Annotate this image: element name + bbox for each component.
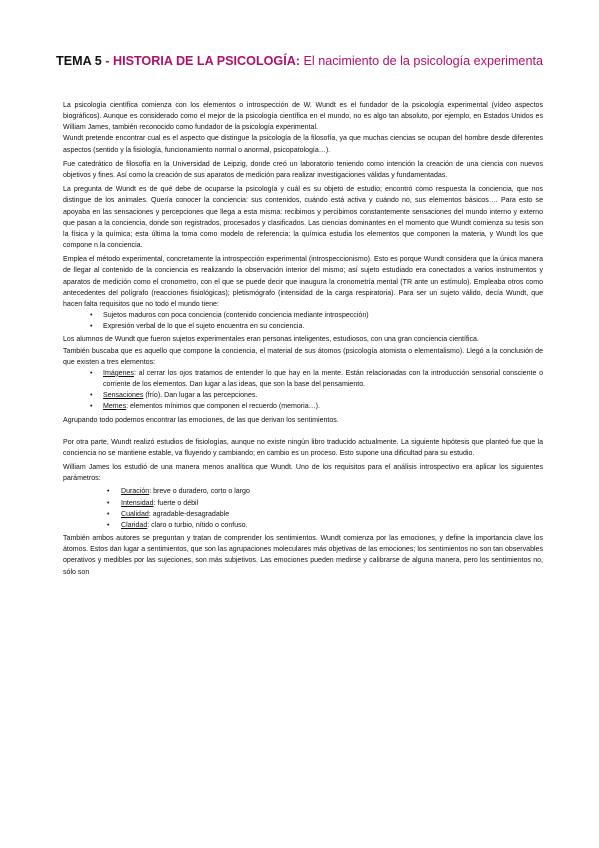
list-item-text: : agradable-desagradable (148, 510, 230, 518)
bullet-icon: • (90, 312, 93, 320)
list-item-text: : fuerte o débil (153, 499, 199, 507)
page-title (40, 52, 559, 71)
title-subtitle: El nacimiento de la psicología experimenta (300, 54, 543, 68)
title-separator: - (101, 54, 113, 68)
list-item-term: Cualidad (121, 510, 149, 518)
requirements-list (63, 310, 543, 332)
list-item-text: (frío). Dan lugar a las percepciones. (143, 392, 258, 400)
title-topic-number: TEMA 5 (56, 54, 102, 68)
list-item-term: Intensidad (121, 499, 154, 507)
parameters-list (63, 486, 543, 531)
list-item-term: Sensaciones (103, 392, 144, 400)
list-item (63, 498, 543, 509)
bullet-icon: • (90, 403, 93, 411)
list-item-term: Claridad (121, 521, 148, 529)
list-item (63, 390, 543, 401)
paragraph-wundt-aim: Wundt pretende encontrar cual es el aspecto que distingue la psicología de la filosofía, ya que muchas ciencias se ocupan del hombre desde diferentes aspectos (sentido y la fisiología, funcionamiento normal o anormal, psicopatología…). (63, 135, 543, 154)
list-item-text: : breve o duradero, corto o largo (149, 488, 250, 496)
list-item (63, 368, 543, 390)
section-gap (63, 429, 543, 437)
list-item-text: : elementos mínimos que componen el recuerdo (memoria…). (126, 403, 320, 411)
bullet-icon: • (90, 392, 93, 400)
elements-list (63, 368, 543, 413)
list-item (63, 401, 543, 412)
paragraph-william-james: William James los estudió de una manera menos analítica que Wundt. Uno de los requisitos para el análisis introspectivo era aplicar los siguientes parámetros: (63, 464, 543, 483)
bullet-icon: • (90, 369, 93, 377)
paragraph-elements: También buscaba que es aquello que compone la conciencia, el material de sus átomos (psicología atomista o elementalismo). Llegó a la conclusión de que existen a tres elementos: (63, 347, 543, 366)
document-body (63, 100, 543, 581)
list-item (63, 486, 543, 497)
list-item-text: Expresión verbal de lo que el sujeto encuentra en su conciencia. (103, 323, 305, 331)
list-item-term: Imágenes (103, 369, 134, 377)
list-item (63, 509, 543, 520)
paragraph-physiology: Por otra parte, Wundt realizó estudios de fisiologías, aunque no existe ningún libro traducido actualmente. La siguiente hipótesis que planteó fue que la conciencia no se mantiene estable, va fluyendo y cambiando; en cambio es un proceso. Esto supone una dificultad para su estudio. (63, 438, 543, 457)
bullet-icon: • (90, 323, 93, 331)
bullet-icon: • (107, 499, 110, 507)
paragraph-feelings: También ambos autores se preguntan y tratan de comprender los sentimientos. Wundt comienza por las emociones, y define la importancia clave los átomos. Estos dan lugar a sentimientos, que son las agrupaciones moleculares más objetivas de las emociones; los sentimientos no son tan observables operativos y medibles por las sujeciones, son más subjetivos. Las emociones pueden medirse y calibrarse de alguna manera, pero los sentimientos no, sólo son (63, 535, 543, 576)
paragraph-students: Los alumnos de Wundt que fueron sujetos experimentales eran personas inteligentes, estudiosos, con una gran conciencia científica. (63, 336, 479, 344)
list-item-term: Duración (121, 488, 150, 496)
bullet-icon: • (107, 510, 110, 518)
paragraph-method: Emplea el método experimental, concretamente la introspección experimental (introspeccionismo). Esto es porque Wundt considera que la única manera de llegar al contenido de la conciencia es realizando la observación interior del mismo; así sujeto estudiado era conectados a varios instrumentos y aparatos de medición como el cronometro, con el que se puede decir que inaugura la cronometría mental (TR ante un estímulo). Empleaba otros como antecedentes del polígrafo (reacciones fisiológicas); pletismógrafo (intensidad de la carga respiratoria). Para ser un sujeto válido, decía Wundt, que hacen falta requisitos que no todo el mundo tiene: (63, 256, 543, 308)
list-item-text: : al cerrar los ojos tratamos de entender lo que hay en la mente. Están relacionadas con la introducción sensorial consciente o corriente de los elementos. Dan lugar a las ideas, que son la base del pensamiento. (103, 369, 543, 389)
list-item-text: : claro o turbio, nítido o confuso. (147, 521, 248, 529)
title-colon: : (295, 54, 301, 68)
paragraph-consciousness: La pregunta de Wundt es de qué debe de ocuparse la psicología y cuál es su objeto de estudio; encontró como respuesta la conciencia, que nos distingue de los animales. Quería conocer la conciencia: sus contenidos, cuándo está activa y cuándo no, sus elementos básicos…. Para esto se apoyaba en las sensaciones y percepciones que llega a esta misma: recibimos y percibimos constantemente sensaciones del mundo interno y externo que pasan a la conciencia, donde son registrados, procesados y clasificados. Las ciencias dominantes en el momento que Wundt comienza su tesis son la física y la química; esta última la toma como modelo de referencia: la química estudia los elementos que componen la materia, y Wundt los que compone n la conciencia. (63, 186, 543, 250)
list-item (63, 321, 543, 332)
paragraph-emotions: Agrupando todo podemos encontrar las emociones, de las que derivan los sentimientos. (63, 416, 339, 424)
list-item-term: Memes (103, 403, 127, 411)
paragraph-leipzig: Fue catedrático de filosofía en la Universidad de Leipzig, donde creó un laboratorio teniendo como intención la creación de una ciencia con nuevos objetivos y fines. Así como la creación de sus aparatos de medición para realizar investigaciones válidas y fundamentadas. (63, 160, 543, 180)
list-item (63, 310, 543, 321)
title-subject: HISTORIA DE LA PSICOLOGÍA (112, 54, 296, 68)
bullet-icon: • (107, 488, 110, 496)
list-item (63, 520, 543, 531)
paragraph-intro: La psicología científica comienza con los elementos o introspección de W. Wundt es el fundador de la psicología experimental (vídeo aspectos biográficos). Aunque es considerado como el mejor de la psicología científica en el mundo, no es algo tan absoluto, por ejemplo, en Estados Unidos es William James, también reconocido como fundador de la psicología experimental. (63, 102, 543, 132)
list-item-text: Sujetos maduros con poca conciencia (contenido conciencia mediante introspección) (103, 312, 369, 320)
bullet-icon: • (107, 521, 110, 529)
